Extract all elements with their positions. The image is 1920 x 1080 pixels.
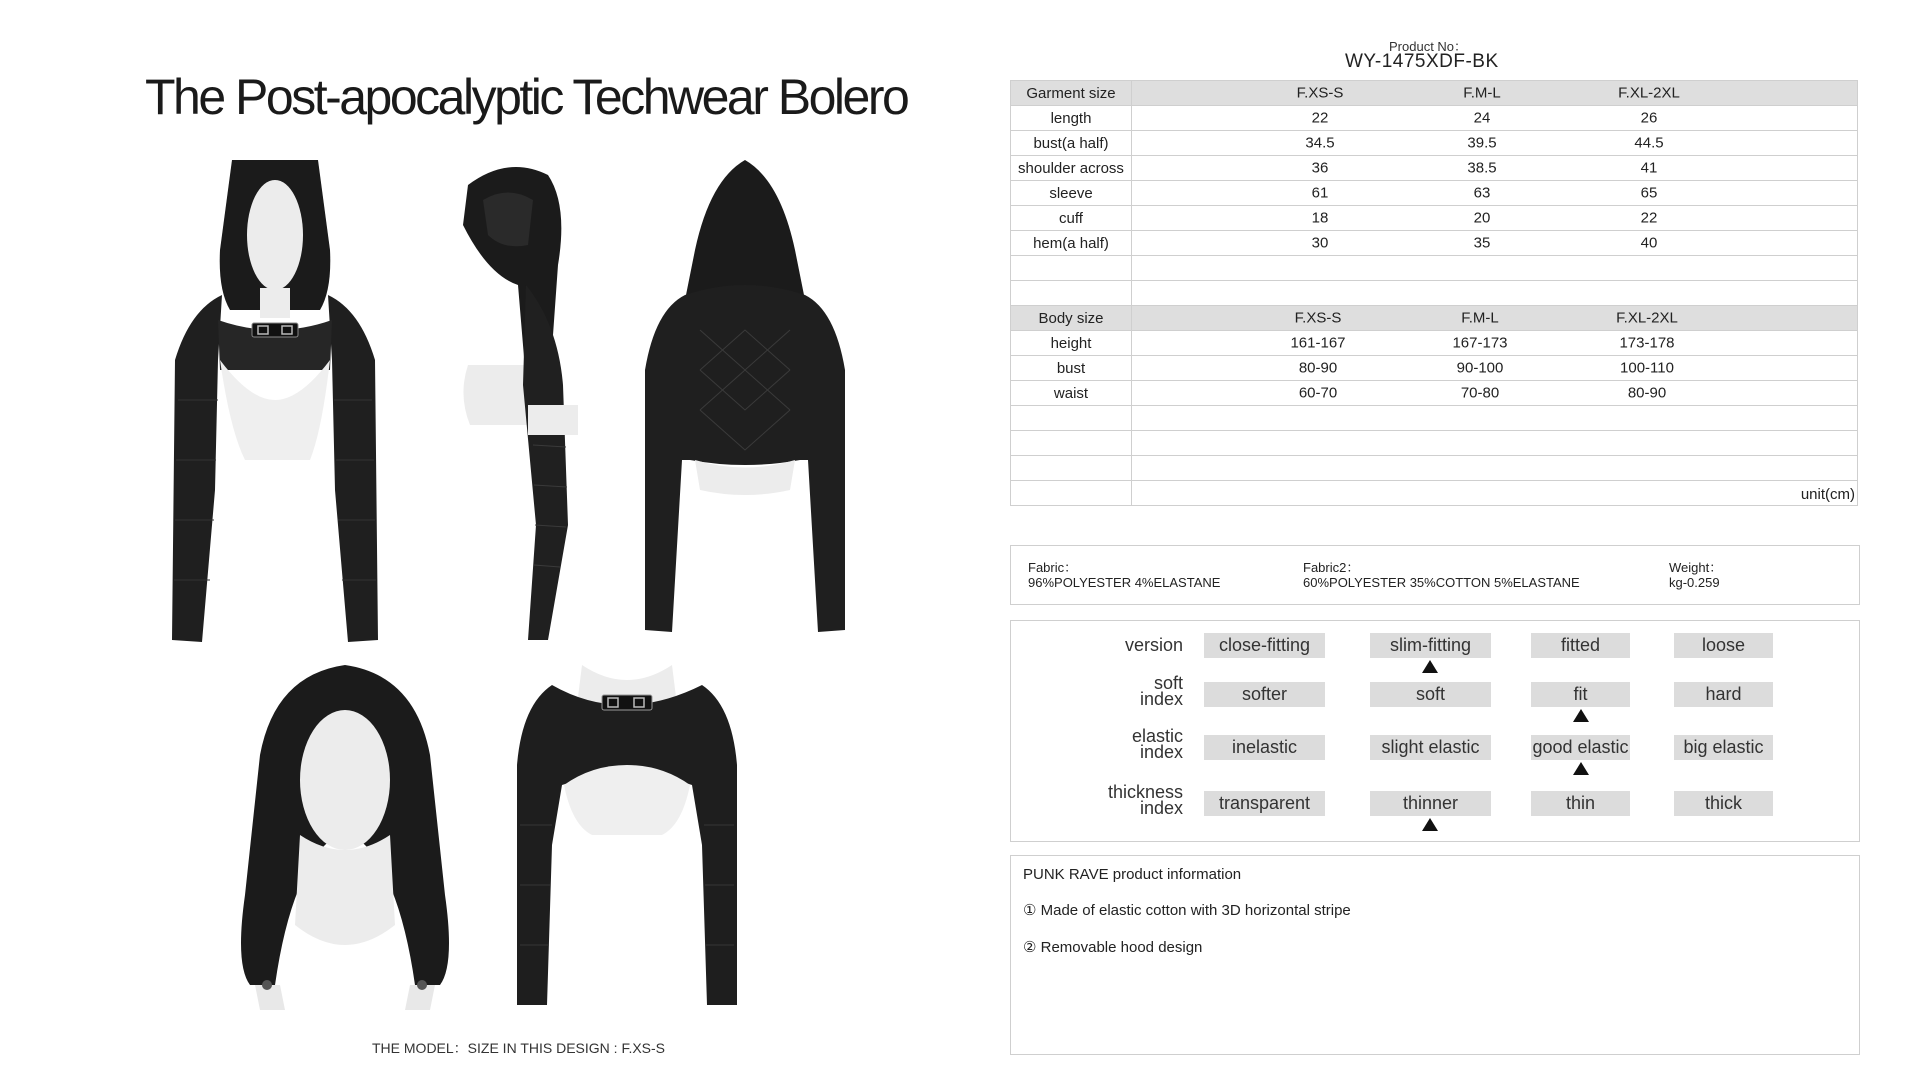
table-cell: 60-70	[1298, 384, 1338, 402]
size-col-header: F.M-L	[1463, 84, 1501, 102]
table-cell: 70-80	[1460, 384, 1500, 402]
option-chip: good elastic	[1531, 735, 1630, 760]
page-title: The Post-apocalyptic Techwear Bolero	[145, 69, 908, 125]
option-chip: thick	[1674, 791, 1773, 816]
option-chip: softer	[1204, 682, 1325, 707]
table-cell: 22	[1640, 209, 1658, 227]
size-col-header: F.XS-S	[1296, 84, 1344, 102]
size-col-header: F.XS-S	[1294, 309, 1342, 327]
product-image-back	[640, 160, 850, 640]
option-chip: inelastic	[1204, 735, 1325, 760]
product-no-label: Product No：	[1389, 39, 1468, 54]
row-label: hem(a half)	[1011, 231, 1132, 256]
option-chip: thinner	[1370, 791, 1491, 816]
table-cell: 63	[1473, 184, 1491, 202]
row-label: height	[1011, 331, 1132, 356]
selected-marker	[1573, 709, 1589, 722]
row-label: bust	[1011, 356, 1132, 381]
size-col-header: F.XL-2XL	[1618, 84, 1680, 102]
product-image-hood	[215, 665, 475, 1025]
table-row	[1011, 156, 1858, 181]
option-chip: fit	[1531, 682, 1630, 707]
product-image-side	[448, 165, 598, 645]
fabric-2	[1303, 560, 1580, 590]
table-cell: 90-100	[1456, 359, 1504, 377]
table-cell: 44.5	[1634, 134, 1664, 152]
row-label: cuff	[1011, 206, 1132, 231]
option-chip: fitted	[1531, 633, 1630, 658]
table-cell: 38.5	[1467, 159, 1497, 177]
unit-row	[1011, 481, 1858, 506]
body-size-header: Body size	[1011, 306, 1132, 331]
empty-row	[1011, 456, 1858, 481]
table-cell: 39.5	[1467, 134, 1497, 152]
table-cell: 80-90	[1298, 359, 1338, 377]
table-row	[1011, 381, 1858, 406]
table-cell: 30	[1311, 234, 1329, 252]
product-number: WY-1475XDF-BK	[1345, 51, 1499, 72]
fabric-1-value: 96%POLYESTER 4%ELASTANE	[1028, 575, 1221, 590]
table-cell: 65	[1640, 184, 1658, 202]
empty-row	[1011, 256, 1858, 281]
weight-value: kg-0.259	[1669, 575, 1720, 590]
garment-size-header-row	[1011, 81, 1858, 106]
size-col-header: F.M-L	[1461, 309, 1499, 327]
table-cell: 24	[1473, 109, 1491, 127]
row-label: sleeve	[1011, 181, 1132, 206]
empty-row	[1011, 406, 1858, 431]
product-info-point: ① Made of elastic cotton with 3D horizontal stripe	[1023, 902, 1351, 919]
table-cell: 34.5	[1305, 134, 1335, 152]
table-row	[1011, 331, 1858, 356]
table-cell: 40	[1640, 234, 1658, 252]
table-cell: 161-167	[1290, 334, 1346, 352]
table-cell: 26	[1640, 109, 1658, 127]
option-chip: thin	[1531, 791, 1630, 816]
fabric-1-label: Fabric：	[1028, 560, 1078, 575]
option-chip: loose	[1674, 633, 1773, 658]
row-label: shoulder across	[1011, 156, 1132, 181]
row-label: waist	[1011, 381, 1132, 406]
row-label: length	[1011, 106, 1132, 131]
option-chip: transparent	[1204, 791, 1325, 816]
product-image-front	[170, 160, 380, 650]
garment-size-header: Garment size	[1011, 81, 1132, 106]
table-row	[1011, 131, 1858, 156]
selected-marker	[1422, 660, 1438, 673]
table-row	[1011, 356, 1858, 381]
table-cell: 167-173	[1452, 334, 1508, 352]
fabric-2-label: Fabric2：	[1303, 560, 1360, 575]
weight-label: Weight：	[1669, 560, 1723, 575]
size-table	[1010, 80, 1858, 506]
fabric-1	[1028, 560, 1220, 590]
option-chip: soft	[1370, 682, 1491, 707]
option-chip: slim-fitting	[1370, 633, 1491, 658]
table-row	[1011, 181, 1858, 206]
weight	[1669, 560, 1722, 590]
fabric-2-value: 60%POLYESTER 35%COTTON 5%ELASTANE	[1303, 575, 1580, 590]
model-size-caption: THE MODEL：SIZE IN THIS DESIGN : F.XS-S	[372, 1040, 666, 1056]
table-cell: 35	[1473, 234, 1491, 252]
option-chip: close-fitting	[1204, 633, 1325, 658]
selected-marker	[1573, 762, 1589, 775]
table-cell: 173-178	[1619, 334, 1675, 352]
version-label: version	[1124, 635, 1183, 655]
option-chip: slight elastic	[1370, 735, 1491, 760]
option-chip: hard	[1674, 682, 1773, 707]
elastic-index-label: elastic index	[1131, 726, 1183, 762]
empty-row	[1011, 431, 1858, 456]
product-info-point: ② Removable hood design	[1023, 939, 1203, 956]
product-info-title: PUNK RAVE product information	[1023, 866, 1242, 883]
unit-label: unit(cm)	[1800, 486, 1855, 503]
table-cell: 41	[1640, 159, 1658, 177]
body-size-header-row	[1011, 306, 1858, 331]
row-label: bust(a half)	[1011, 131, 1132, 156]
product-image-no-hood	[512, 665, 742, 1005]
option-chip: big elastic	[1674, 735, 1773, 760]
index-box	[1010, 620, 1860, 842]
selected-marker	[1422, 818, 1438, 831]
table-cell: 18	[1311, 209, 1329, 227]
thickness-index-label: thickness index	[1107, 782, 1183, 818]
size-col-header: F.XL-2XL	[1616, 309, 1678, 327]
empty-row	[1011, 281, 1858, 306]
table-cell: 20	[1473, 209, 1491, 227]
table-cell: 80-90	[1627, 384, 1667, 402]
table-row	[1011, 106, 1858, 131]
table-cell: 61	[1311, 184, 1329, 202]
soft-index-label: soft index	[1139, 673, 1183, 709]
table-cell: 100-110	[1620, 359, 1674, 377]
table-cell: 36	[1311, 159, 1329, 177]
fabric-box	[1010, 545, 1860, 605]
table-row	[1011, 206, 1858, 231]
table-cell: 22	[1311, 109, 1329, 127]
table-row	[1011, 231, 1858, 256]
